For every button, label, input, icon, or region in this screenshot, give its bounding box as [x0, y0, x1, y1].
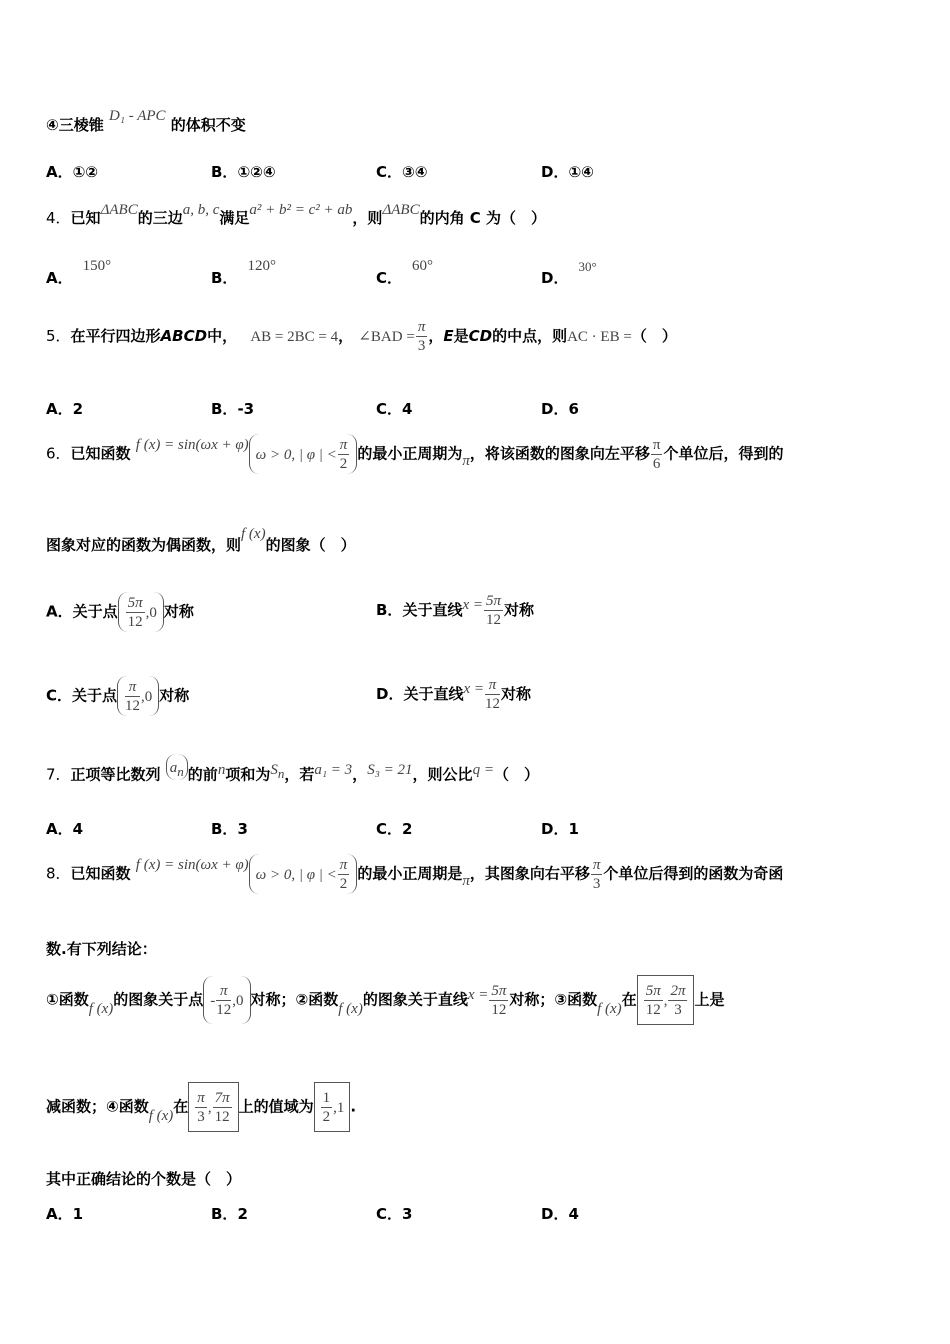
option-b[interactable]: B．①②④ — [211, 163, 276, 181]
option-b[interactable]: B．-3 — [211, 400, 255, 418]
option-a[interactable]: A．150° — [46, 258, 112, 287]
question-4: 4．已知ΔABC的三边a, b, c满足a² + b² = c² + ab，则ΔABC的内角 C 为（ ） — [46, 202, 547, 227]
statement-4: ④三棱锥 D₁ - APC 的体积不变 — [46, 108, 246, 134]
option-a[interactable]: A．2 — [46, 400, 84, 418]
question-8-line4: 减函数；④函数f (x)在 $\frac{\pi}{3}$ , $\frac{7\pi}{12}$ 上的值域为 $\frac{1}{2}$ ,1 . — [46, 1082, 356, 1132]
option-c[interactable]: C．关于点 $\frac{\pi}{12}$ ,0 对称 — [46, 676, 189, 716]
option-a[interactable]: A．4 — [46, 820, 84, 838]
option-d[interactable]: D．6 — [541, 400, 579, 418]
option-d[interactable]: D．30° — [541, 259, 597, 287]
question-8-line2: 数.有下列结论： — [46, 940, 157, 958]
option-a[interactable]: A．1 — [46, 1205, 84, 1223]
question-8: 8．已知函数 f (x) = sin(ωx + φ)ω > 0, | φ | < $\frac{\pi}{2}$ 的最小正周期是π，其图象向右平移 $\frac{\pi}{3}$ 个单位后得到的函数为奇函 — [46, 854, 783, 894]
question-8-line3: ①函数f (x)的图象关于点 - $\frac{\pi}{12}$ ,0 对称；②函数f (x)的图象关于直线x = $\frac{5\pi}{12}$ 对称；③函数f (x)在 $\frac{5\pi}{12}$ , $\frac{2\pi}{3}$ 上是 — [46, 975, 724, 1025]
question-number: 6． — [46, 444, 71, 463]
option-d[interactable]: D．1 — [541, 820, 579, 838]
math-expr: D₁ - APC — [108, 108, 166, 124]
option-a[interactable]: A．①② — [46, 163, 99, 181]
option-b[interactable]: B．2 — [211, 1205, 248, 1223]
question-number: 4． — [46, 209, 71, 227]
option-c[interactable]: C．2 — [376, 820, 413, 838]
question-number: 7． — [46, 765, 71, 784]
option-d[interactable]: D．关于直线x = $\frac{\pi}{12}$ 对称 — [376, 677, 532, 712]
option-c[interactable]: C．3 — [376, 1205, 413, 1223]
option-c[interactable]: C．③④ — [376, 163, 428, 181]
question-5: 5．在平行四边形ABCD中， AB = 2BC = 4， ∠BAD = $\frac{\pi}{3}$ ，E是CD的中点，则AC · EB =（ ） — [46, 319, 677, 354]
question-number: 5． — [46, 327, 71, 345]
option-b[interactable]: B．3 — [211, 820, 248, 838]
option-b[interactable]: B．120° — [211, 258, 276, 287]
option-b[interactable]: B．关于直线x = $\frac{5\pi}{12}$ 对称 — [376, 593, 535, 628]
question-6-line2: 图象对应的函数为偶函数，则f (x)的图象（ ） — [46, 526, 356, 554]
option-a[interactable]: A．关于点 $\frac{5\pi}{12}$ ,0 对称 — [46, 592, 194, 632]
question-8-prompt: 其中正确结论的个数是（ ） — [46, 1170, 242, 1188]
question-6: 6．已知函数 f (x) = sin(ωx + φ)ω > 0, | φ | < $\frac{\pi}{2}$ 的最小正周期为π，将该函数的图象向左平移 $\frac{\pi}{6}$ 个单位后，得到的 — [46, 434, 783, 474]
statement-marker: ④ — [46, 116, 59, 134]
option-d[interactable]: D．①④ — [541, 163, 594, 181]
option-c[interactable]: C．60° — [376, 258, 434, 287]
question-number: 8． — [46, 864, 71, 883]
question-7: 7．正项等比数列 $a_n$ 的前n项和为$S_n$，若a₁ = 3，S₃ = 21，则公比q =（ ） — [46, 762, 539, 788]
option-c[interactable]: C．4 — [376, 400, 413, 418]
option-d[interactable]: D．4 — [541, 1205, 579, 1223]
